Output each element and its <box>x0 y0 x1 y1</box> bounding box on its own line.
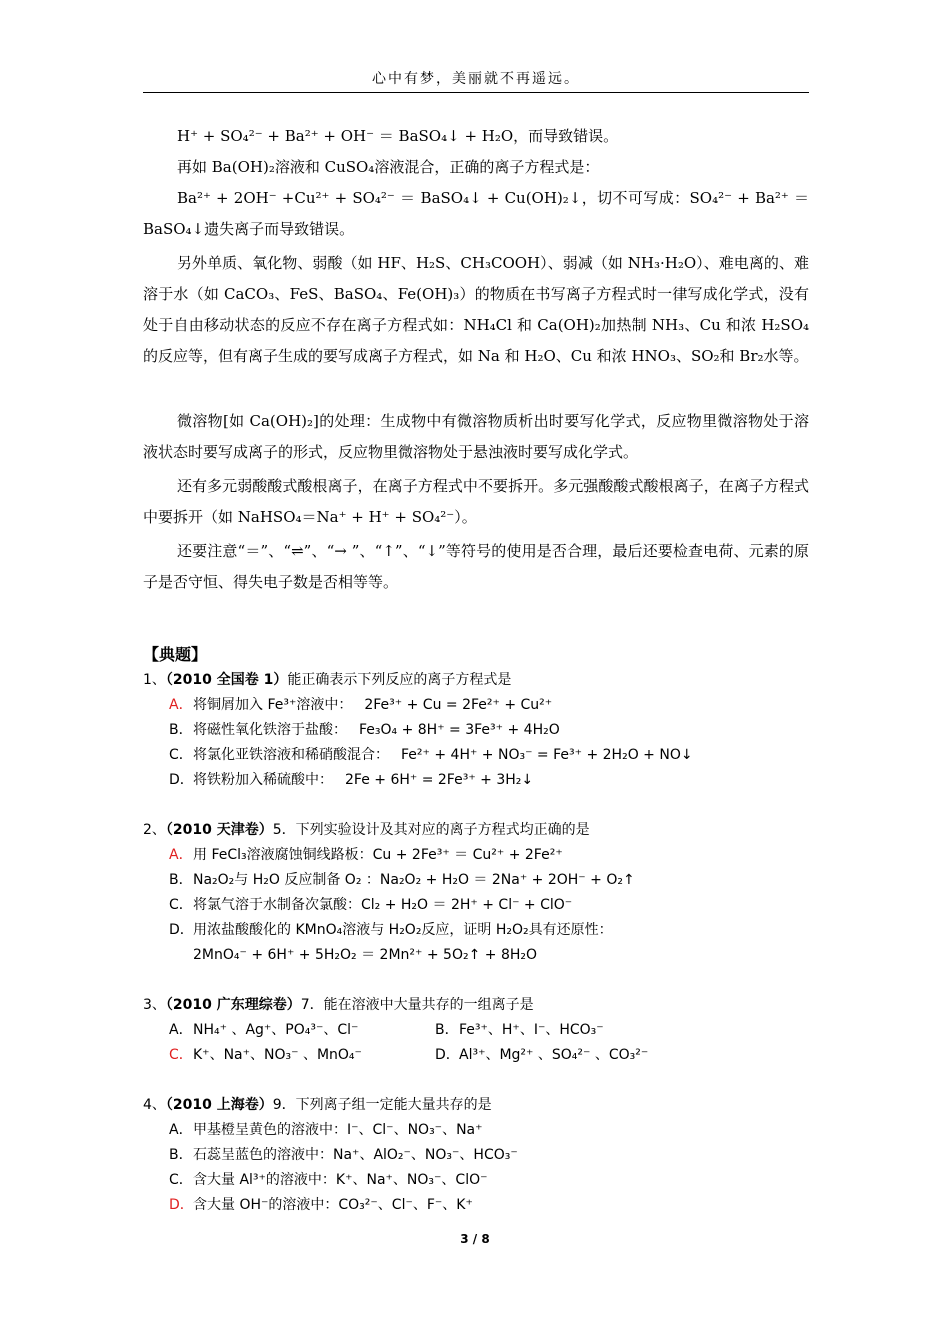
question-stem <box>143 818 809 843</box>
question-stem <box>143 1093 809 1118</box>
option-text: 将磁性氧化铁溶于盐酸： <box>193 722 347 738</box>
header-divider <box>143 92 809 93</box>
option-d <box>143 1193 809 1218</box>
paragraph-line: Ba²⁺ + 2OH⁻ +Cu²⁺ + SO₄²⁻ ＝ BaSO₄↓ + Cu(OH)₂↓，切不可写成：SO₄²⁻ + Ba²⁺ ＝ BaSO₄↓遗失离子而导致错误。 <box>143 189 809 238</box>
paragraph-symbols: 还要注意“＝”、“⇌”、“→ ”、“↑”、“↓”等符号的使用是否合理，最后还要检查电荷、元素的原子是否守恒、得失电子数是否相等等。 <box>143 542 809 591</box>
option-letter: D． <box>169 772 194 788</box>
option-letter: D． <box>435 1047 460 1063</box>
option-d <box>435 1043 701 1068</box>
option-text: 含大量 Al³⁺的溶液中：K⁺、Na⁺、NO₃⁻、ClO⁻ <box>193 1172 488 1188</box>
option-letter: D． <box>169 1197 194 1213</box>
question-text: 9．下列离子组一定能大量共存的是 <box>272 1097 492 1113</box>
paragraph-1 <box>143 121 809 245</box>
option-d <box>143 918 809 943</box>
option-letter: D． <box>169 922 194 938</box>
question-text: 7．能在溶液中大量共存的一组离子是 <box>300 997 534 1013</box>
option-letter: C． <box>169 1047 193 1063</box>
question-text: 5．下列实验设计及其对应的离子方程式均正确的是 <box>272 822 590 838</box>
page-number: 3 / 8 <box>460 1232 490 1246</box>
option-text: 甲基橙呈黄色的溶液中：I⁻、Cl⁻、NO₃⁻、Na⁺ <box>193 1122 483 1138</box>
question-number: 1、 <box>143 672 166 688</box>
option-letter: A． <box>169 697 193 713</box>
paragraph-line: 再如 Ba(OH)₂溶液和 CuSO₄溶液混合，正确的离子方程式是： <box>177 158 600 176</box>
option-text: 将铁粉加入稀硫酸中： <box>193 772 333 788</box>
option-c <box>143 1168 809 1193</box>
option-letter: B． <box>435 1022 459 1038</box>
paragraph-acid-salts: 还有多元弱酸酸式酸根离子，在离子方程式中不要拆开。多元强酸酸式酸根离子，在离子方程式中要拆开（如 NaHSO₄＝Na⁺ + H⁺ + SO₄²⁻）。 <box>143 477 809 526</box>
option-text: 石蕊呈蓝色的溶液中：Na⁺、AlO₂⁻、NO₃⁻、HCO₃⁻ <box>193 1147 518 1163</box>
option-text: Na₂O₂与 H₂O 反应制备 O₂ ：Na₂O₂ + H₂O ＝ 2Na⁺ + 2OH⁻ + O₂↑ <box>193 872 635 888</box>
question-1 <box>143 668 809 793</box>
option-text: 将氯化亚铁溶液和稀硝酸混合： <box>193 747 389 763</box>
option-text: NH₄⁺ 、Ag⁺、PO₄³⁻、Cl⁻ <box>193 1022 359 1038</box>
option-b <box>435 1018 701 1043</box>
option-a <box>143 693 809 718</box>
option-equation: Fe²⁺ + 4H⁺ + NO₃⁻ = Fe³⁺ + 2H₂O + NO↓ <box>401 747 693 763</box>
option-letter: B． <box>169 1147 193 1163</box>
paragraph-substances: 另外单质、氧化物、弱酸（如 HF、H₂S、CH₃COOH）、弱减（如 NH₃·H₂O）、难电离的、难溶于水（如 CaCO₃、FeS、BaSO₄、Fe(OH)₃）的物质在书写离子方程式时一律写成化学式，没有处于自由移动状态的反应不存在离子方程式如：NH₄Cl 和 Ca(OH)₂加热制 NH₃、Cu 和浓 H₂SO₄的反应等，但有离子生成的要写成离子方程式，如 Na 和 H₂O、Cu 和浓 HNO₃、SO₂和 Br₂水等。 <box>143 254 809 365</box>
option-letter: B． <box>169 722 193 738</box>
option-b <box>143 1143 809 1168</box>
option-text: 将铜屑加入 Fe³⁺溶液中： <box>193 697 353 713</box>
option-a <box>143 843 809 868</box>
paragraph-slightly-soluble: 微溶物[如 Ca(OH)₂]的处理：生成物中有微溶物质析出时要写化学式，反应物里微溶物处于溶液状态时要写成离子的形式，反应物里微溶物处于悬浊液时要写成化学式。 <box>143 412 809 461</box>
option-row <box>143 1043 809 1068</box>
question-number: 4、 <box>143 1097 166 1113</box>
option-row <box>143 1018 809 1043</box>
option-text: 用 FeCl₃溶液腐蚀铜线路板：Cu + 2Fe³⁺ ＝ Cu²⁺ + 2Fe²⁺ <box>193 847 563 863</box>
option-equation: 2Fe³⁺ + Cu = 2Fe²⁺ + Cu²⁺ <box>364 697 553 713</box>
option-text: 用浓盐酸酸化的 KMnO₄溶液与 H₂O₂反应，证明 H₂O₂具有还原性： <box>193 922 613 938</box>
question-2 <box>143 818 809 968</box>
option-b <box>143 868 809 893</box>
option-letter: C． <box>169 1172 193 1188</box>
option-d-equation: 2MnO₄⁻ + 6H⁺ + 5H₂O₂ ＝ 2Mn²⁺ + 5O₂↑ + 8H₂O <box>193 947 538 963</box>
option-text: 将氯气溶于水制备次氯酸：Cl₂ + H₂O ＝ 2H⁺ + Cl⁻ + ClO⁻ <box>193 897 573 913</box>
option-d <box>143 768 809 793</box>
question-3 <box>143 993 809 1068</box>
question-source: （2010 天津卷） <box>165 822 273 838</box>
question-source: （2010 广东理综卷） <box>165 997 301 1013</box>
question-text: 能正确表示下列反应的离子方程式是 <box>287 672 512 688</box>
question-stem <box>143 668 809 693</box>
question-number: 3、 <box>143 997 166 1013</box>
option-equation: Fe₃O₄ + 8H⁺ = 3Fe³⁺ + 4H₂O <box>359 722 560 738</box>
option-letter: A． <box>169 1122 193 1138</box>
page-header: 心中有梦，美丽就不再遥远。 <box>372 71 580 87</box>
option-c <box>143 893 809 918</box>
option-equation: 2Fe + 6H⁺ = 2Fe³⁺ + 3H₂↓ <box>345 772 534 788</box>
option-letter: A． <box>169 847 193 863</box>
section-title: 【典题】 <box>143 645 208 664</box>
option-letter: B． <box>169 872 193 888</box>
option-letter: C． <box>169 897 193 913</box>
option-text: K⁺、Na⁺、NO₃⁻ 、MnO₄⁻ <box>193 1047 362 1063</box>
option-letter: C． <box>169 747 193 763</box>
question-stem <box>143 993 809 1018</box>
option-c <box>169 1043 435 1068</box>
option-b <box>143 718 809 743</box>
question-number: 2、 <box>143 822 166 838</box>
question-source: （2010 上海卷） <box>165 1097 273 1113</box>
option-a <box>143 1118 809 1143</box>
paragraph-line: H⁺ + SO₄²⁻ + Ba²⁺ + OH⁻ ＝ BaSO₄↓ + H₂O，而导致错误。 <box>177 127 619 145</box>
question-4 <box>143 1093 809 1218</box>
option-text: Fe³⁺、H⁺、I⁻、HCO₃⁻ <box>459 1022 604 1038</box>
option-a <box>169 1018 435 1043</box>
option-text: 含大量 OH⁻的溶液中：CO₃²⁻、Cl⁻、F⁻、K⁺ <box>193 1197 473 1213</box>
option-text: Al³⁺、Mg²⁺ 、SO₄²⁻ 、CO₃²⁻ <box>459 1047 649 1063</box>
option-letter: A． <box>169 1022 193 1038</box>
question-source: （2010 全国卷 1） <box>165 672 288 688</box>
option-c <box>143 743 809 768</box>
